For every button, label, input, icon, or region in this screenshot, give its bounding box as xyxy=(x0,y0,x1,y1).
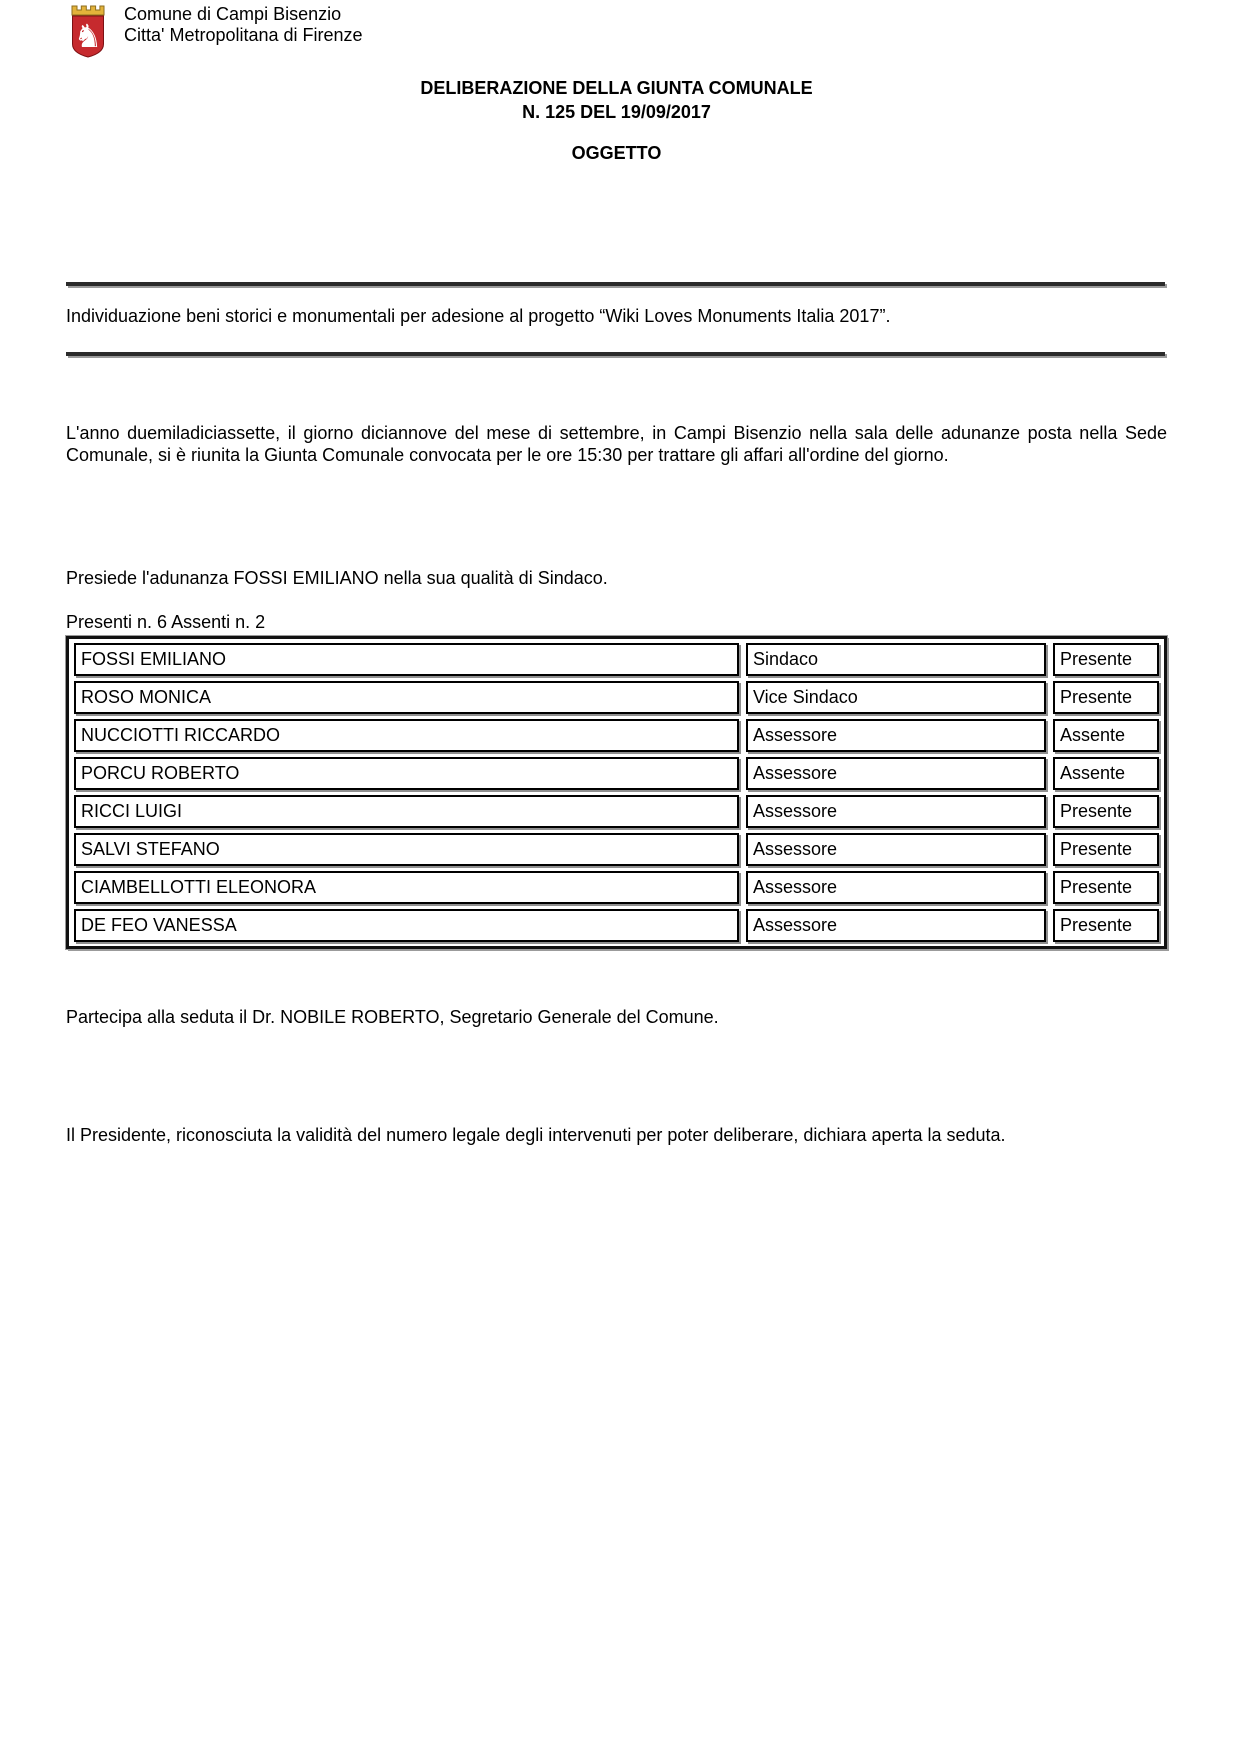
name-cell: SALVI STEFANO xyxy=(74,833,739,866)
table-row xyxy=(74,719,1159,752)
document-header xyxy=(66,2,363,60)
status-cell: Assente xyxy=(1053,757,1159,790)
name-cell: DE FEO VANESSA xyxy=(74,909,739,942)
table-row xyxy=(74,681,1159,714)
status-cell: Presente xyxy=(1053,795,1159,828)
role-cell: Vice Sindaco xyxy=(746,681,1046,714)
role-cell: Sindaco xyxy=(746,643,1046,676)
role-cell: Assessore xyxy=(746,871,1046,904)
role-cell: Assessore xyxy=(746,833,1046,866)
name-cell: RICCI LUIGI xyxy=(74,795,739,828)
subject-rule-bottom xyxy=(66,352,1165,356)
opening-declaration-line: Il Presidente, riconosciuta la validità del numero legale degli intervenuti per poter deliberare, dichiara aperta la seduta. xyxy=(66,1125,1006,1145)
coat-of-arms-icon xyxy=(66,2,110,60)
organization-subtitle: Citta' Metropolitana di Firenze xyxy=(124,25,363,45)
document-title-line1: DELIBERAZIONE DELLA GIUNTA COMUNALE xyxy=(420,78,813,98)
status-cell: Presente xyxy=(1053,681,1159,714)
status-cell: Presente xyxy=(1053,871,1159,904)
role-cell: Assessore xyxy=(746,909,1046,942)
table-row xyxy=(74,871,1159,904)
table-row xyxy=(74,757,1159,790)
session-intro-paragraph: L'anno duemiladiciassette, il giorno diciannove del mese di settembre, in Campi Bisenzio nella sala delle adunanze posta nella Sede Comunale, si è riunita la Giunta Comunale convocata per le ore 15:30 per trattare gli affari all'ordine del giorno. xyxy=(66,423,1167,465)
attendance-summary: Presenti n. 6 Assenti n. 2 xyxy=(66,612,266,632)
secretary-line: Partecipa alla seduta il Dr. NOBILE ROBERTO, Segretario Generale del Comune. xyxy=(66,1007,719,1027)
organization-name-block xyxy=(124,2,363,60)
status-cell: Presente xyxy=(1053,833,1159,866)
table-row xyxy=(74,909,1159,942)
name-cell: PORCU ROBERTO xyxy=(74,757,739,790)
name-cell: CIAMBELLOTTI ELEONORA xyxy=(74,871,739,904)
table-row xyxy=(74,833,1159,866)
oggetto-label: OGGETTO xyxy=(571,143,662,163)
status-cell: Assente xyxy=(1053,719,1159,752)
document-title-line2: N. 125 DEL 19/09/2017 xyxy=(522,102,711,122)
role-cell: Assessore xyxy=(746,719,1046,752)
role-cell: Assessore xyxy=(746,757,1046,790)
table-row xyxy=(74,643,1159,676)
subject-text: Individuazione beni storici e monumentali per adesione al progetto “Wiki Loves Monuments Italia 2017”. xyxy=(66,306,891,326)
status-cell: Presente xyxy=(1053,643,1159,676)
status-cell: Presente xyxy=(1053,909,1159,942)
svg-text:♞: ♞ xyxy=(73,17,103,55)
role-cell: Assessore xyxy=(746,795,1046,828)
document-title xyxy=(66,76,1167,124)
presiding-line: Presiede l'adunanza FOSSI EMILIANO nella sua qualità di Sindaco. xyxy=(66,568,608,588)
organization-name: Comune di Campi Bisenzio xyxy=(124,4,342,24)
attendance-table xyxy=(66,636,1167,949)
name-cell: NUCCIOTTI RICCARDO xyxy=(74,719,739,752)
subject-rule-top xyxy=(66,282,1165,286)
name-cell: FOSSI EMILIANO xyxy=(74,643,739,676)
name-cell: ROSO MONICA xyxy=(74,681,739,714)
table-row xyxy=(74,795,1159,828)
